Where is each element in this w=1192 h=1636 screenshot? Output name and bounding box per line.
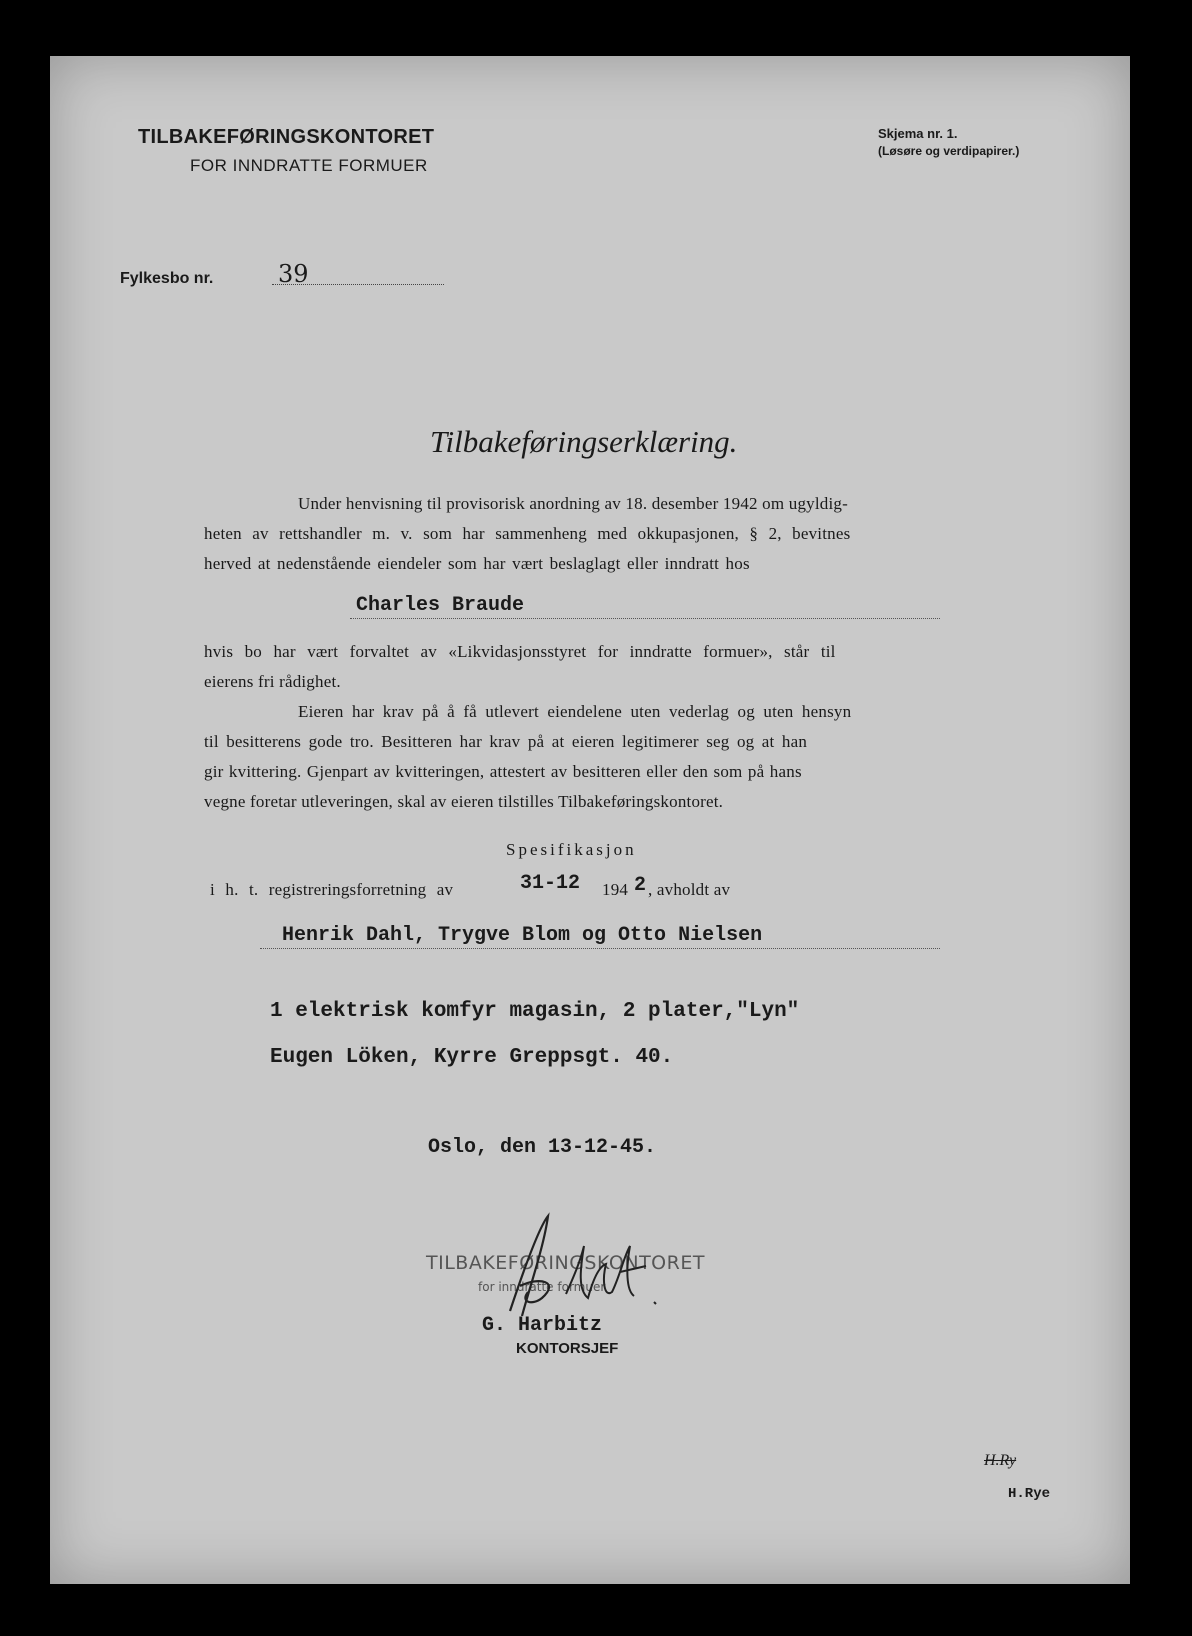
signatory-title: KONTORSJEF [516, 1340, 619, 1357]
place-and-date: Oslo, den 13-12-45. [428, 1136, 657, 1159]
body-line: til besitterens gode tro. Besitteren har krav på at eieren legitimerer seg og at han [204, 732, 808, 751]
body-line: Eieren har krav på å få utlevert eiendelene uten vederlag og uten hensyn [298, 702, 852, 721]
item-location: Eugen Löken, Kyrre Greppsgt. 40. [270, 1046, 674, 1069]
document-title: Tilbakeføringserklæring. [430, 424, 738, 459]
registrars-dotted-line [260, 948, 940, 949]
registration-year-prefix: 194 [602, 880, 629, 899]
registration-date: 31-12 [520, 872, 581, 895]
registration-prefix: i h. t. registreringsforretning av [210, 880, 454, 899]
signatory-name: G. Harbitz [482, 1314, 603, 1337]
typed-initials: H.Rye [1008, 1486, 1051, 1502]
registration-suffix: , avholdt av [648, 880, 731, 899]
body-line: eierens fri rådighet. [204, 672, 341, 691]
body-line: hvis bo har vært forvaltet av «Likvidasjonsstyret for inndratte formuer», står til [204, 642, 836, 661]
fylkesbo-number: 39 [278, 260, 309, 288]
fylkesbo-label: Fylkesbo nr. [120, 270, 214, 287]
owner-name: Charles Braude [356, 594, 525, 617]
office-stamp: TILBAKEFØRINGSKONTORET [426, 1252, 705, 1274]
body-line: vegne foretar utleveringen, skal av eieren tilstilles Tilbakeføringskontoret. [204, 792, 724, 811]
body-line: herved at nedenstående eiendeler som har vært beslaglagt eller inndratt hos [204, 554, 750, 573]
document-page [50, 56, 1130, 1584]
registration-year-digit: 2 [634, 874, 647, 897]
schema-type: (Løsøre og verdipapirer.) [878, 144, 1020, 158]
handwritten-signature [470, 1206, 670, 1326]
owner-dotted-line [350, 618, 940, 619]
registrars: Henrik Dahl, Trygve Blom og Otto Nielsen [282, 924, 763, 947]
schema-number: Skjema nr. 1. [878, 126, 958, 141]
office-subtitle: FOR INNDRATTE FORMUER [190, 156, 428, 175]
office-stamp-subtitle: for inndratte formuer [478, 1280, 606, 1294]
office-name: TILBAKEFØRINGSKONTORET [138, 126, 435, 148]
body-line: gir kvittering. Gjenpart av kvitteringen, attestert av besitteren eller den som på hans [204, 762, 802, 781]
body-line: heten av rettshandler m. v. som har sammenheng med okkupasjonen, § 2, bevitnes [204, 524, 851, 543]
specification-heading: Spesifikasjon [506, 840, 637, 859]
item-description: 1 elektrisk komfyr magasin, 2 plater,"Lyn" [270, 1000, 800, 1023]
handwritten-initials: H.Ry [984, 1452, 1017, 1469]
body-line: Under henvisning til provisorisk anordning av 18. desember 1942 om ugyldig- [298, 494, 848, 513]
